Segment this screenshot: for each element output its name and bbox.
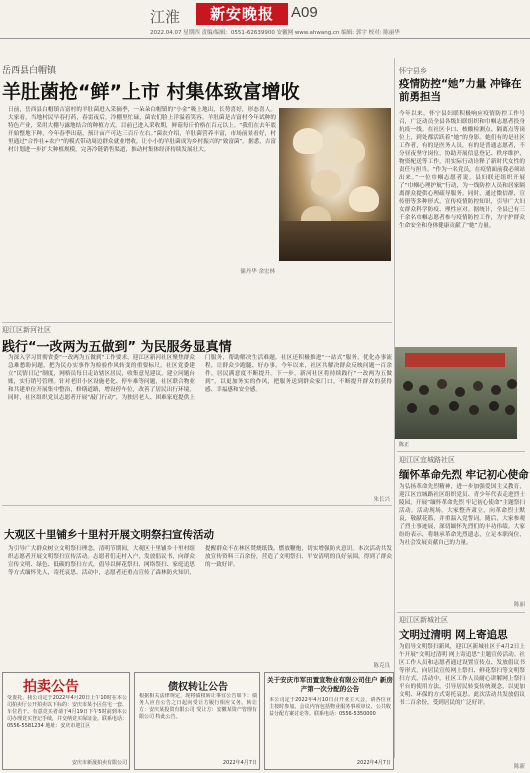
page-number: A09 bbox=[291, 4, 318, 21]
lead-headline: 羊肚菌抢“鲜”上市 村集体致富增收 bbox=[2, 81, 300, 103]
civil-body: 为倡导文明祭扫新风，迎江区新城社区于4月2日上午开展“文明过清明 网上寄追思”主题宣传活动。社区工作人员和志愿者通过设置宣传点、发放倡议书等形式，向居民宣传网上祭扫、鲜花祭扫等文明祭扫方式。活动中，社区工作人员耐心讲解网上祭扫平台的使用方法，引导居民转变传统观念，以更加文明、环保的方式寄托哀思。此次活动共发放倡议书二百余份，受到居民的广泛好评。 bbox=[399, 644, 525, 706]
lead-kicker: 岳西县白帽镇 bbox=[2, 66, 57, 76]
civil-label: 迎江区新城社区 bbox=[399, 616, 448, 624]
meeting-notice bbox=[264, 672, 394, 770]
section-rule bbox=[397, 451, 525, 452]
market-headline: 大观区十里铺乡十里村开展文明祭扫宣传活动 bbox=[4, 529, 214, 541]
community-byline: 朱长兴 bbox=[373, 497, 390, 503]
transfer-body: 根据相关法律规定，现将债权转让事宜公告如下：债务人应自公告之日起向受让方履行相应义务。转让方：安庆某投资有限公司 受让方：安徽某资产管理有限公司 特此公告。 bbox=[139, 693, 257, 720]
masthead-region: 江淮 bbox=[150, 8, 181, 26]
auction-company: 安庆市新晟拍卖有限公司 bbox=[71, 760, 127, 766]
lead-body: 日前，岳西县白帽镇吉富村的羊肚菌进入采摘季，一朵朵白帽镇的“小金”吸上地出，长势喜好，形态喜人。大家看，当地村民早春打药，春雷夜后，冷棚里忙碌，菌农们脸上洋溢着笑容。羊肚菌是吉富村今年试种的特色产业，采用大棚与露地结合的种植方式，目前已进入采收期，鲜菇每斤价格在百元以上。“我们在去年底开始整地下种，今年春季出菇，预计亩产可达三百斤左右。”菌农介绍，羊肚菌营养丰富，市场前景看好，村里通过“合作社+农户”的模式带动周边群众就业增收，让小小的羊肚菌成为乡村振兴的“致富菌”。据悉，吉富村计划进一步扩大种植规模，完善冷链销售渠道，推动村集体经济持续发展壮大。 bbox=[8, 107, 276, 153]
meeting-body: 本公司定于2022年4月10日召开业主大会，请各位业主按时参加。会议内容包括物业服务事项审议、公共收益分配方案讨论等。联系电话：0556-5350000 bbox=[269, 697, 391, 717]
market-body: 为引导广大群众树立文明祭扫理念，清明节期间，大观区十里铺乡十里村组织志愿者开展文明祭扫宣传活动。志愿者们走村入户，发放倡议书，向群众宣传文明、绿色、低碳的祭扫方式，倡导以鲜花祭扫、网络祭扫、家庭追思等方式缅怀先人，寄托哀思。活动中，志愿者还重点宣传了森林防火知识，提醒群众不在林区焚烧纸钱、燃放鞭炮，切实增强防火意识。本次活动共发放宣传资料三百余份，营造了文明祭扫、平安清明的良好氛围，得到了群众的一致好评。 bbox=[8, 546, 392, 576]
epidemic-body: 今年以来，怀宁县妇联积极响应疫情防控工作号召，广泛动员全县各级妇联组织和巾帼志愿者投身抗疫一线。在社区卡口、核酸检测点、隔离点等岗位上，到处都活跃着“她”的身影。她们有的是社区工作者，有的是医务人员，有的是普通志愿者，不分昼夜坚守岗位，协助开展信息登记、秩序维护、物资配送等工作，用实际行动诠释了新时代女性的责任与担当。“作为一名党员，在疫情面前我必须站出来。”一位巾帼志愿者说。县妇联还组织开展了“巾帼心理护航”行动，为一线防控人员和居家隔离群众提供心理疏导服务。同时，通过微信群、宣传册等多种形式，宣传疫情防控知识，引导广大妇女群众科学防疫、理性应对。据统计，全县已有三千余名巾帼志愿者参与疫情防控工作，为守护群众生命安全和身体健康贡献了“她”力量。 bbox=[399, 111, 525, 229]
mourning-body: 为弘扬革命先烈精神，进一步加强爱国主义教育，迎江区宜城路社区组织党员、青少年代表走进烈士陵园，开展“缅怀革命先烈 牢记初心使命”主题祭扫活动。活动现场，大家整齐肃立，向革命烈士默哀，敬献花篮，并重温入党誓词。随后，大家参观了烈士事迹展，深切缅怀先烈们的丰功伟绩。大家纷纷表示，将继承革命先烈遗志，立足本职岗位，为社会发展贡献自己的力量。 bbox=[399, 484, 525, 546]
meeting-title: 关于安庆市军田置宣物业有限公司住户 新房产第一次分配的公告 bbox=[267, 676, 393, 693]
masthead-info: 2022.04.07 星期四 责编/编辑：0551-62639900 安徽网 www.ahwang.cn 编辑: 郭宇 校对: 陈丽华 bbox=[150, 30, 400, 36]
auction-notice bbox=[2, 672, 130, 770]
newspaper-logo: 新安晚报 bbox=[196, 3, 288, 25]
meeting-date: 2022年4月7日 bbox=[356, 760, 391, 766]
masthead-rule bbox=[0, 38, 530, 39]
community-label: 迎江区新河社区 bbox=[2, 326, 51, 334]
market-byline: 陈克良 bbox=[373, 663, 390, 669]
epidemic-label: 怀宁县乡 bbox=[399, 67, 427, 75]
volunteers-photo bbox=[395, 347, 517, 439]
civil-headline: 文明过清明 网上寄追思 bbox=[399, 629, 508, 641]
epidemic-byline: 陈正 bbox=[399, 442, 410, 448]
section-rule bbox=[2, 505, 392, 506]
epidemic-headline: 疫情防控“她”力量 冲锋在前勇担当 bbox=[399, 78, 522, 103]
civil-byline: 陈新 bbox=[513, 764, 525, 770]
section-rule bbox=[2, 322, 392, 323]
masthead bbox=[0, 0, 530, 40]
section-rule bbox=[397, 612, 525, 613]
mourning-byline: 陈丽 bbox=[513, 602, 525, 608]
lead-byline: 储丹华 余宏林 bbox=[240, 269, 275, 275]
transfer-date: 2022年4月7日 bbox=[222, 760, 257, 766]
transfer-title: 债权转让公告 bbox=[168, 682, 228, 693]
community-headline: 践行“一改两为五做到” 为民服务显真情 bbox=[2, 340, 232, 355]
morel-mushroom-photo bbox=[279, 108, 391, 261]
mourning-label: 迎江区宜城路社区 bbox=[399, 456, 455, 464]
auction-title: 拍卖公告 bbox=[23, 679, 79, 695]
community-body: 为深入学习贯彻省委“一改两为五做到”工作要求，迎江区新河社区聚焦群众急难愁盼问题，把为民办实事作为检验作风转变的重要标尺。社区党委建立“民情日记”制度，网格员每日走访辖区居民，收集意见建议，建立问题台账，实行销号管理。针对老旧小区设施老化、停车难等问题，社区联合物业和共建单位开展集中整治，修缮道路，增设停车位，改善了居民出行环境。同时，社区组织党员志愿者开展“敲门行动”，为独居老人、困难家庭提供上门服务，帮助解决生活难题。社区还积极推进“一站式”服务，优化办事流程，让群众少跑腿、好办事。今年以来，社区共解决群众反映问题一百余件，居民满意度不断提升。下一步，新河社区将持续践行“一改两为五做到”，以更加务实的作风，把服务送到群众家门口，不断提升群众的获得感、幸福感和安全感。 bbox=[8, 355, 392, 401]
mourning-headline: 缅怀革命先烈 牢记初心使命 bbox=[399, 469, 529, 481]
auction-body: 受委托，我公司定于2022年4月20日上午10时在本公司拍卖厅公开拍卖以下标的：安庆市某小区住宅一套、车位若干。有意竞买者请于4月19日下午5时前到本公司办理竞买登记手续，并交纳竞买保证金。联系电话：0556-5581234 地址：安庆市迎江区 bbox=[7, 695, 127, 729]
debt-transfer-notice bbox=[134, 672, 260, 770]
